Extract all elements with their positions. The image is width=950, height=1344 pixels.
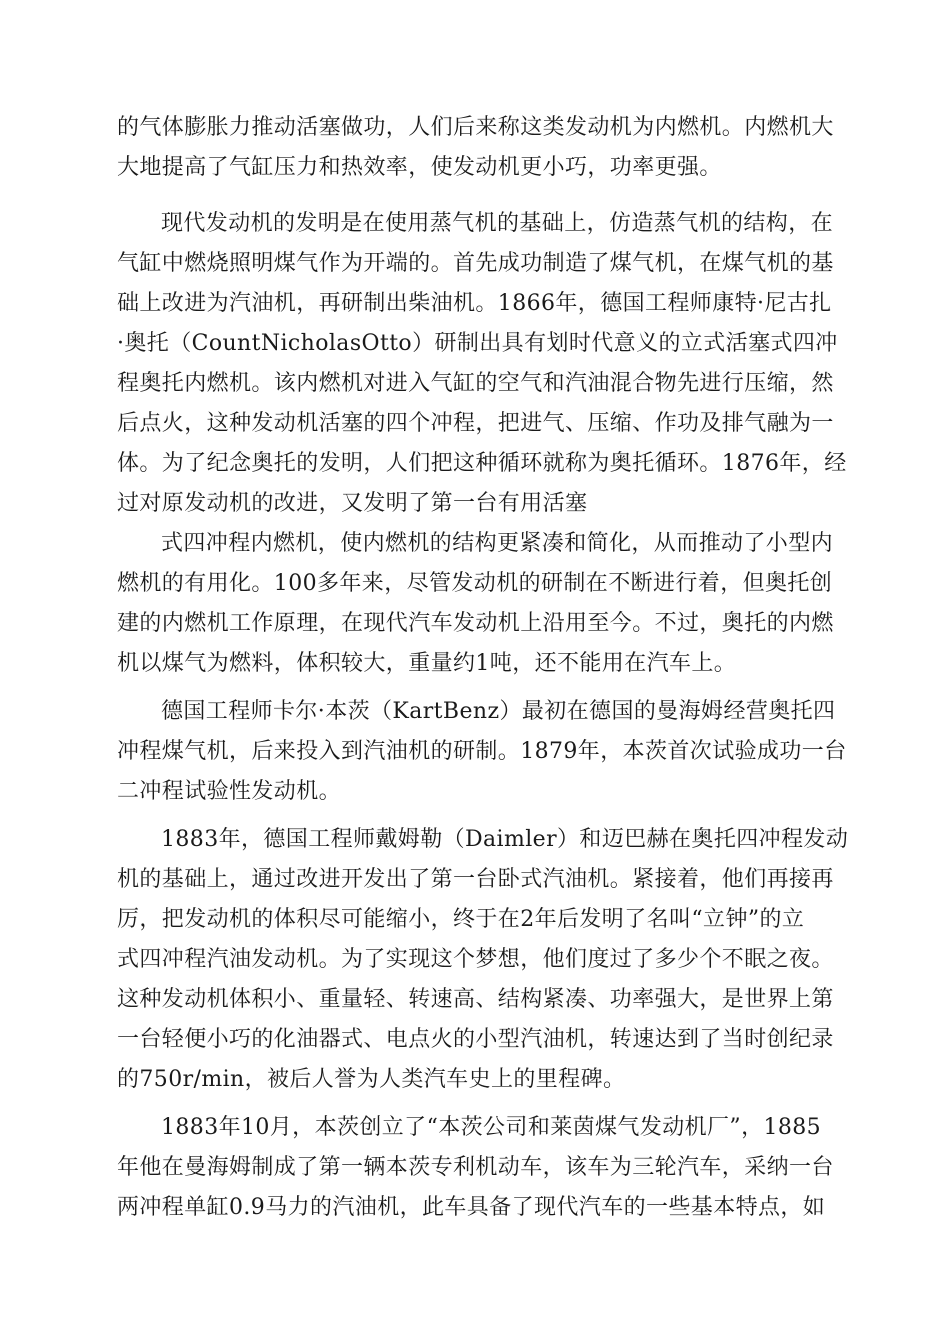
text-line: 式四冲程汽油发动机。为了实现这个梦想，他们度过了多少个不眠之夜。 — [117, 947, 834, 972]
text-line: 1883年，德国工程师戴姆勒（Daimler）和迈巴赫在奥托四冲程发动 — [161, 827, 849, 852]
text-line: 气缸中燃烧照明煤气作为开端的。首先成功制造了煤气机，在煤气机的基 — [117, 251, 834, 276]
text-line: 二冲程试验性发动机。 — [117, 779, 342, 804]
text-line: 机以煤气为燃料，体积较大，重量约1吨，还不能用在汽车上。 — [117, 651, 737, 676]
text-line: 础上改进为汽油机，再研制出柴油机。1866年，德国工程师康特·尼古扎 — [117, 291, 832, 316]
text-line: 机的基础上，通过改进开发出了第一台卧式汽油机。紧接着，他们再接再 — [117, 867, 834, 892]
text-line: 式四冲程内燃机，使内燃机的结构更紧凑和简化，从而推动了小型内 — [161, 531, 834, 556]
text-line: 德国工程师卡尔·本茨（KartBenz）最初在德国的曼海姆经营奥托四 — [161, 699, 836, 724]
text-line: 两冲程单缸0.9马力的汽油机，此车具备了现代汽车的一些基本特点，如 — [117, 1195, 826, 1220]
paragraph-3 — [117, 524, 833, 684]
text-line: 大地提高了气缸压力和热效率，使发动机更小巧，功率更强。 — [117, 155, 722, 180]
text-line: 年他在曼海姆制成了第一辆本茨专利机动车，该车为三轮汽车，采纳一台 — [117, 1155, 834, 1180]
text-line: 现代发动机的发明是在使用蒸气机的基础上，仿造蒸气机的结构，在 — [161, 211, 834, 236]
text-line: 的750r/min，被后人誉为人类汽车史上的里程碑。 — [117, 1067, 626, 1092]
text-line: 冲程煤气机，后来投入到汽油机的研制。1879年，本茨首次试验成功一台 — [117, 739, 847, 764]
text-line: 建的内燃机工作原理，在现代汽车发动机上沿用至今。不过，奥托的内燃 — [117, 611, 834, 636]
text-line: 燃机的有用化。100多年来，尽管发动机的研制在不断进行着，但奥托创 — [117, 571, 833, 596]
text-line: ·奥托（CountNicholasOtto）研制出具有划时代意义的立式活塞式四冲 — [117, 331, 838, 356]
paragraph-5 — [117, 820, 849, 1100]
text-line: 体。为了纪念奥托的发明，人们把这种循环就称为奥托循环。1876年，经 — [117, 451, 847, 476]
text-line: 这种发动机体积小、重量轻、转速高、结构紧凑、功率强大，是世界上第 — [117, 987, 834, 1012]
paragraph-6 — [117, 1108, 833, 1228]
text-line: 1883年10月，本茨创立了“本茨公司和莱茵煤气发动机厂”，1885 — [161, 1115, 822, 1140]
text-line: 厉，把发动机的体积尽可能缩小，终于在2年后发明了名叫“立钟”的立 — [117, 907, 805, 932]
text-line: 后点火，这种发动机活塞的四个冲程，把进气、压缩、作功及排气融为一 — [117, 411, 834, 436]
text-line: 一台轻便小巧的化油器式、电点火的小型汽油机，转速达到了当时创纪录 — [117, 1027, 834, 1052]
paragraph-1 — [117, 108, 833, 188]
text-line: 过对原发动机的改进，又发明了第一台有用活塞 — [117, 491, 588, 516]
paragraph-2 — [117, 204, 847, 524]
paragraph-4 — [117, 692, 847, 812]
text-line: 的气体膨胀力推动活塞做功，人们后来称这类发动机为内燃机。内燃机大 — [117, 115, 834, 140]
text-line: 程奥托内燃机。该内燃机对进入气缸的空气和汽油混合物先进行压缩，然 — [117, 371, 834, 396]
